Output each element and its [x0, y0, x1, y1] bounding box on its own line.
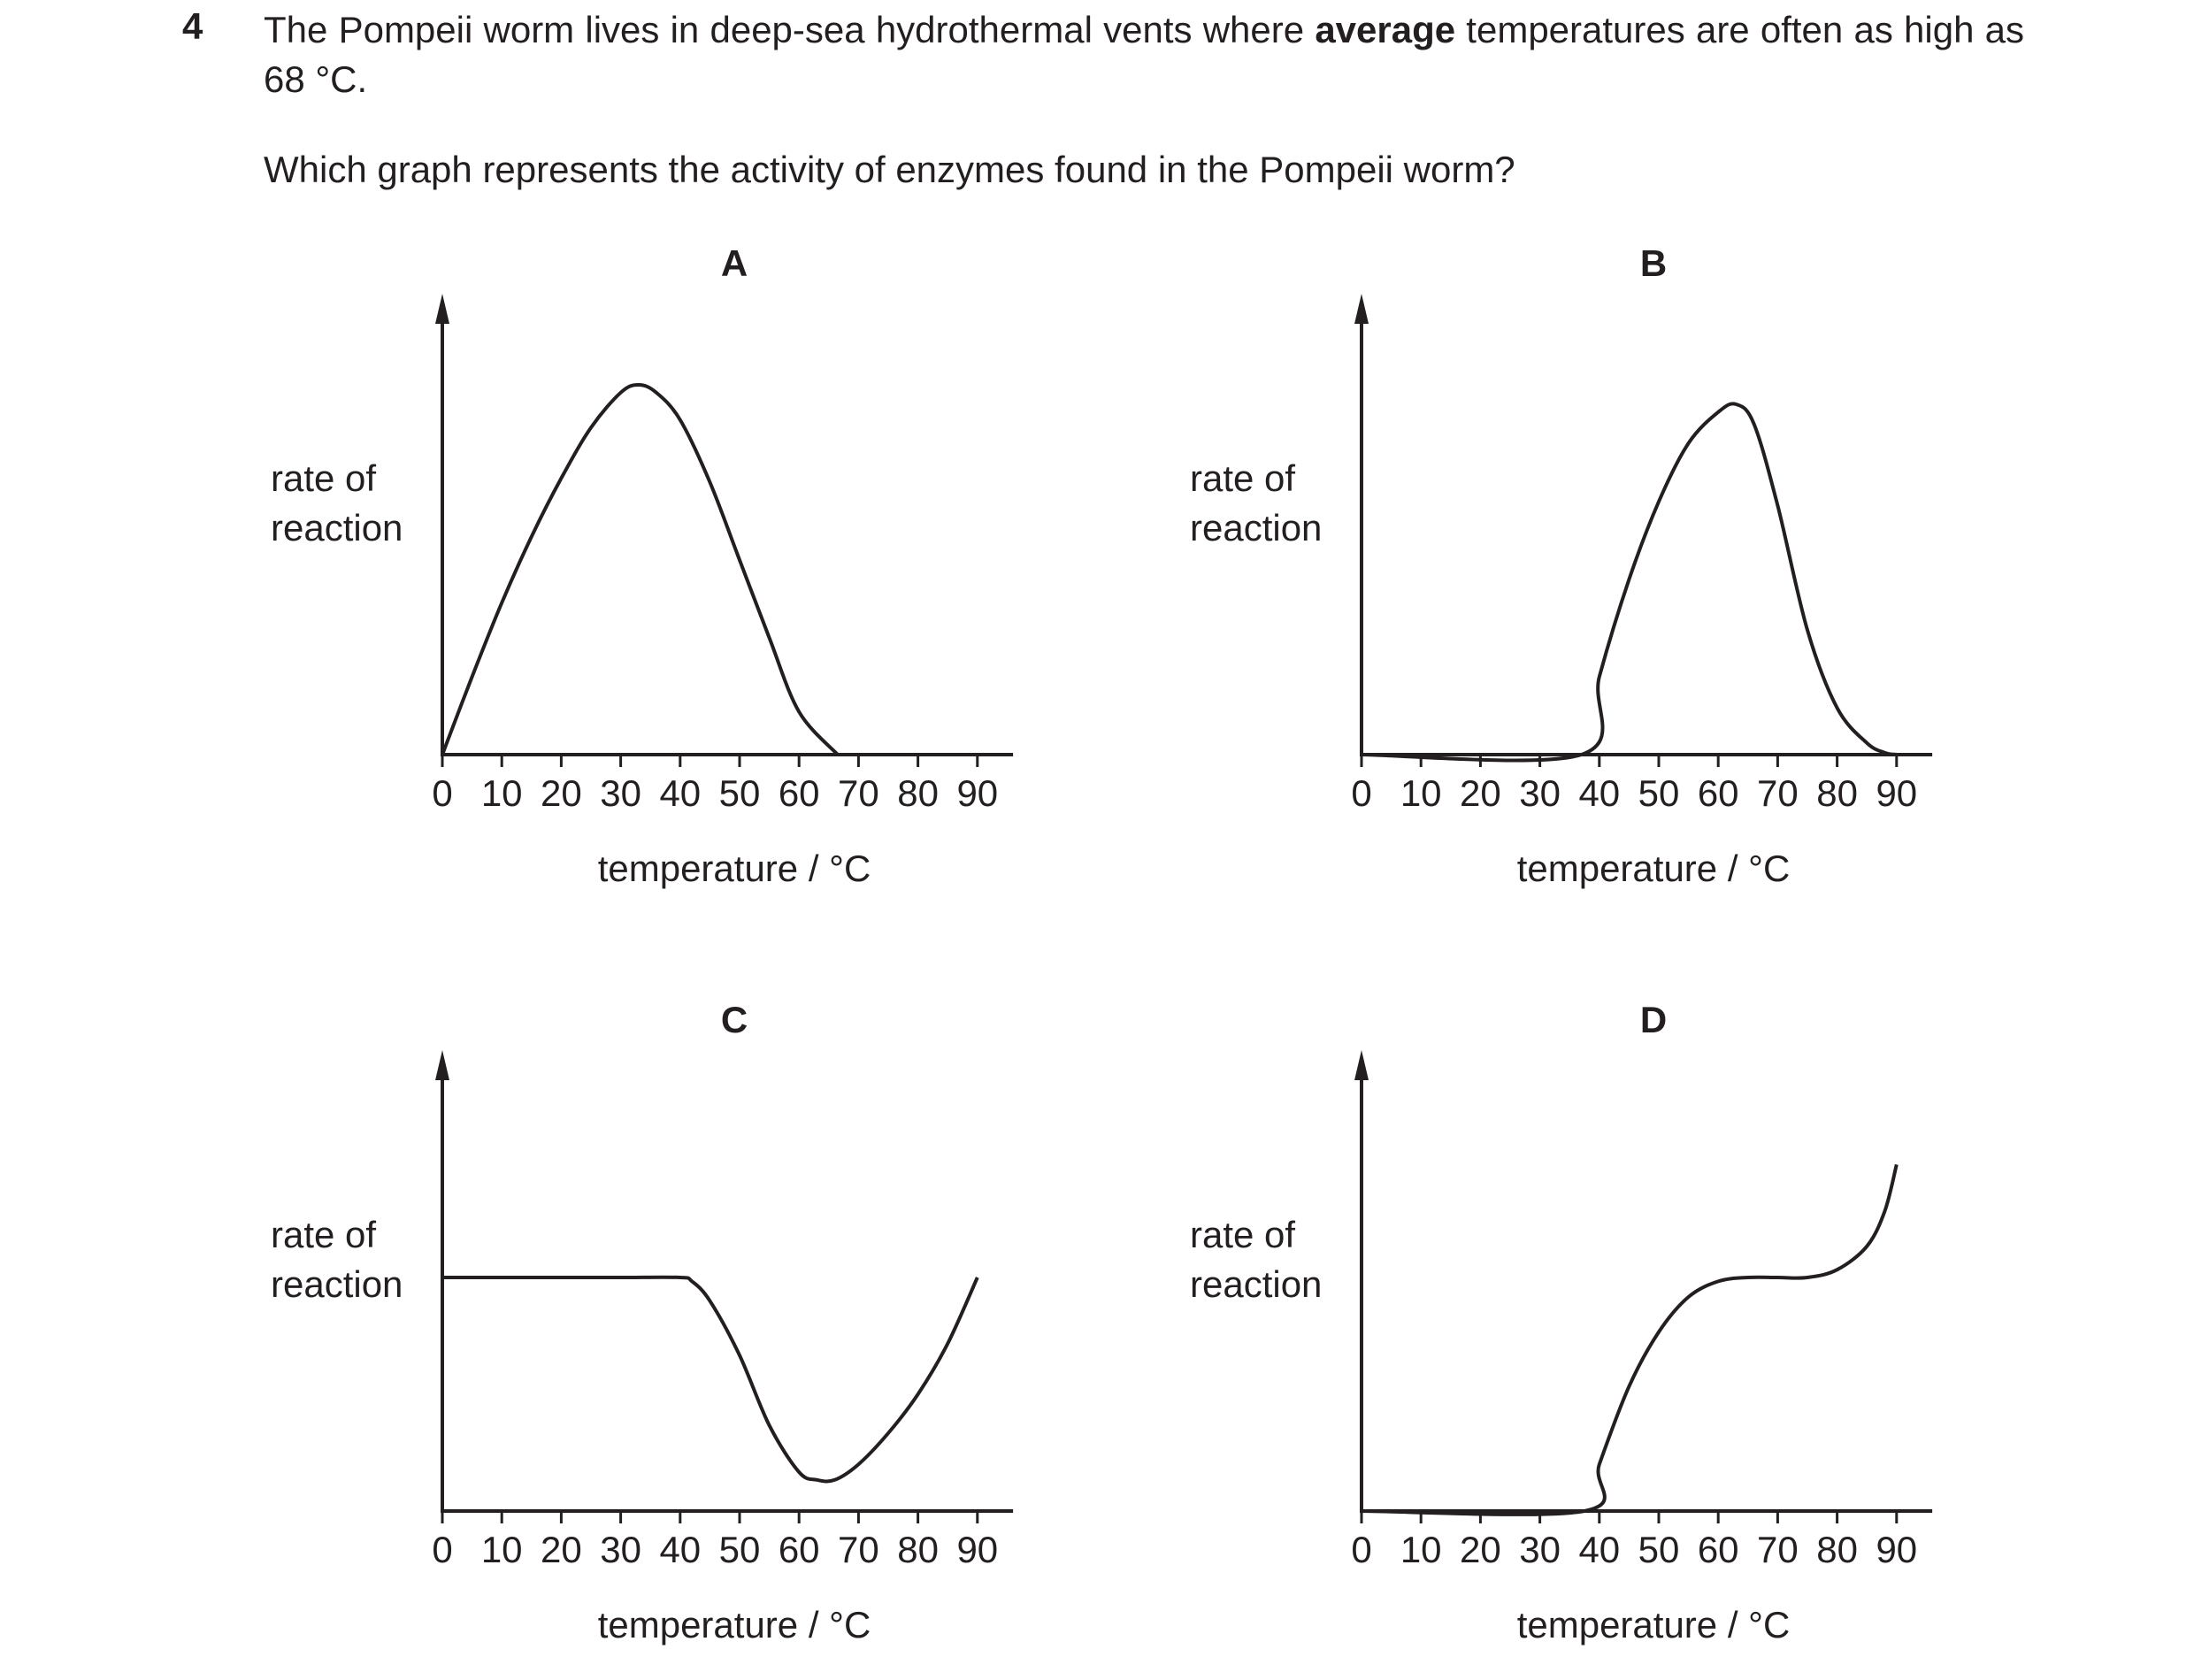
chart-a-x-tick-label: 40 — [659, 772, 702, 814]
chart-a-title: A — [720, 242, 748, 284]
chart-c-x-label: temperature / °C — [597, 1604, 871, 1645]
chart-b-x-label: temperature / °C — [1516, 848, 1791, 889]
chart-b-x-tick-label: 20 — [1460, 772, 1501, 814]
chart-b-title: B — [1639, 242, 1668, 284]
chart-b-y-label: reaction — [1190, 507, 1323, 548]
chart-b-x-tick-label: 80 — [1816, 772, 1858, 814]
chart-c-x-tick-label: 10 — [480, 1529, 523, 1570]
chart-b-x-tick-label: 0 — [1351, 772, 1372, 814]
chart-d-x-tick-label: 40 — [1578, 1529, 1621, 1570]
chart-d-x-tick-label: 70 — [1757, 1529, 1799, 1570]
chart-b-x-tick-label: 50 — [1638, 772, 1680, 814]
chart-d-x-label: temperature / °C — [1516, 1604, 1791, 1645]
chart-b-x-tick-label: 40 — [1578, 772, 1621, 814]
chart-a-y-arrow-icon — [435, 294, 449, 324]
chart-a — [271, 242, 1013, 889]
chart-d-curve — [1362, 1164, 1897, 1515]
chart-b — [1190, 242, 1932, 889]
chart-c-curve — [442, 1277, 978, 1482]
chart-a-x-tick-label: 0 — [432, 772, 453, 814]
chart-a-x-tick-label: 70 — [838, 772, 879, 814]
chart-d-x-tick-label: 30 — [1519, 1529, 1561, 1570]
chart-b-x-tick-label: 10 — [1400, 772, 1442, 814]
chart-a-x-tick-label: 80 — [897, 772, 939, 814]
chart-a-y-label: reaction — [271, 507, 403, 548]
chart-b-x-tick-label: 60 — [1697, 772, 1739, 814]
chart-b-x-tick-label: 30 — [1519, 772, 1561, 814]
chart-c-y-arrow-icon — [435, 1050, 449, 1080]
chart-c-y-label: rate of — [271, 1214, 377, 1255]
chart-a-curve — [442, 385, 838, 755]
chart-a-x-tick-label: 10 — [480, 772, 523, 814]
chart-b-curve — [1362, 403, 1897, 760]
chart-b-x-tick-label: 90 — [1876, 772, 1918, 814]
chart-a-x-tick-label: 50 — [718, 772, 761, 814]
chart-c-x-tick-label: 30 — [600, 1529, 641, 1570]
chart-c-x-tick-label: 90 — [956, 1529, 999, 1570]
chart-d-x-tick-label: 10 — [1400, 1529, 1442, 1570]
chart-c-x-tick-label: 0 — [432, 1529, 453, 1570]
chart-d-y-arrow-icon — [1354, 1050, 1369, 1080]
chart-d-x-tick-label: 50 — [1638, 1529, 1680, 1570]
question-text-end: temperatures are often as high as 68 °C. — [264, 9, 2024, 100]
chart-d-x-tick-label: 80 — [1816, 1529, 1858, 1570]
chart-c-y-label: reaction — [271, 1263, 403, 1305]
chart-c-x-tick-label: 80 — [897, 1529, 939, 1570]
chart-c-x-tick-label: 60 — [778, 1529, 820, 1570]
chart-d-x-tick-label: 60 — [1697, 1529, 1739, 1570]
question-text-emphasis: average — [1315, 9, 1456, 50]
chart-a-x-tick-label: 60 — [778, 772, 820, 814]
chart-b-y-label: rate of — [1190, 457, 1296, 499]
chart-c-x-tick-label: 20 — [541, 1529, 582, 1570]
chart-a-x-tick-label: 30 — [600, 772, 641, 814]
chart-d-x-tick-label: 90 — [1876, 1529, 1918, 1570]
chart-d-x-tick-label: 0 — [1351, 1529, 1372, 1570]
chart-c-x-tick-label: 70 — [838, 1529, 879, 1570]
chart-d-title: D — [1639, 999, 1668, 1040]
chart-c-title: C — [720, 999, 748, 1040]
chart-a-x-tick-label: 20 — [541, 772, 582, 814]
chart-d-y-label: reaction — [1190, 1263, 1323, 1305]
chart-a-x-label: temperature / °C — [597, 848, 871, 889]
question-text-start: The Pompeii worm lives in deep-sea hydrothermal vents where — [264, 9, 1316, 50]
chart-b-y-arrow-icon — [1354, 294, 1369, 324]
chart-d — [1190, 999, 1932, 1645]
question-number: 4 — [182, 5, 203, 47]
chart-c-x-tick-label: 40 — [659, 1529, 702, 1570]
chart-a-y-label: rate of — [271, 457, 377, 499]
chart-a-x-tick-label: 90 — [956, 772, 999, 814]
chart-c-x-tick-label: 50 — [718, 1529, 761, 1570]
chart-c — [271, 999, 1013, 1645]
chart-b-x-tick-label: 70 — [1757, 772, 1799, 814]
question-prompt: Which graph represents the activity of enzymes found in the Pompeii worm? — [264, 149, 1515, 190]
chart-d-y-label: rate of — [1190, 1214, 1296, 1255]
chart-d-x-tick-label: 20 — [1460, 1529, 1501, 1570]
